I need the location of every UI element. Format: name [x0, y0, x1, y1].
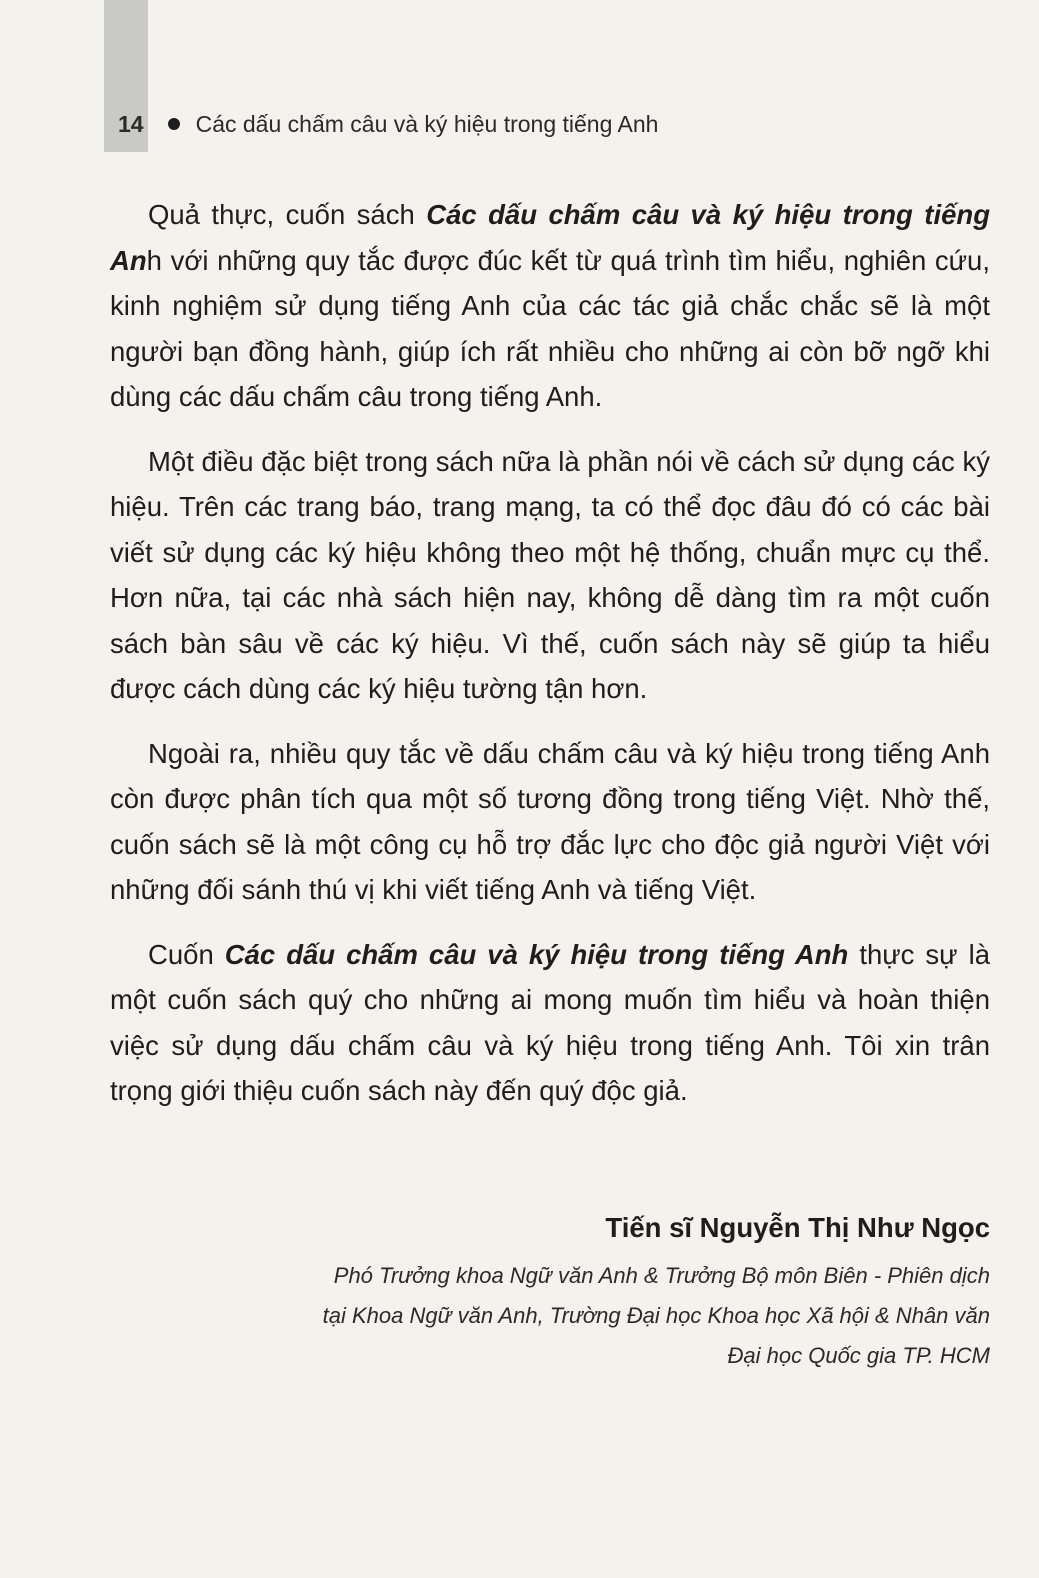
paragraph-4-rest: thực sự là một cuốn sách quý cho những ai mong muốn tìm hiểu và hoàn thiện việc sử dụng dấu chấm câu và ký hiệu trong tiếng Anh. Tôi xin trân trọng giới thiệu cuốn sách này đến quý độc giả.: [110, 938, 990, 1106]
page-number: 14: [118, 110, 144, 137]
paragraph-1-rest: h với những quy tắc được đúc kết từ quá trình tìm hiểu, nghiên cứu, kinh nghiệm sử dụng tiếng Anh của các tác giả chắc chắc sẽ là một người bạn đồng hành, giúp ích rất nhiều cho những ai còn bỡ ngỡ khi dùng các dấu chấm câu trong tiếng Anh.: [110, 244, 990, 412]
bullet-icon: [168, 118, 180, 130]
paragraph-4: [110, 932, 990, 1114]
author-title-line-3: Đại học Quốc gia TP. HCM: [727, 1343, 990, 1368]
paragraph-4-lead: Cuốn: [148, 938, 225, 970]
page-header: [118, 108, 658, 140]
paragraph-4-book-title: Các dấu chấm câu và ký hiệu trong tiếng Anh: [224, 938, 849, 970]
author-title-line-2: tại Khoa Ngữ văn Anh, Trường Đại học Khoa học Xã hội & Nhân văn: [322, 1303, 990, 1328]
body-text: [110, 192, 990, 1133]
signature-block: [323, 1206, 990, 1376]
paragraph-1-lead: Quả thực, cuốn sách: [148, 199, 427, 230]
author-title-line-1: Phó Trưởng khoa Ngữ văn Anh & Trưởng Bộ môn Biên - Phiên dịch: [333, 1263, 990, 1288]
author-name: Tiến sĩ Nguyễn Thị Như Ngọc: [605, 1212, 990, 1243]
paragraph-1-book-title: Các dấu chấm câu và ký hiệu trong tiếng An: [110, 199, 990, 276]
paragraph-2: Một điều đặc biệt trong sách nữa là phần nói về cách sử dụng các ký hiệu. Trên các trang báo, trang mạng, ta có thể đọc đâu đó có các bài viết sử dụng các ký hiệu không theo một hệ thống, chuẩn mực cụ thể. Hơn nữa, tại các nhà sách hiện nay, không dễ dàng tìm ra một cuốn sách bàn sâu về các ký hiệu. Vì thế, cuốn sách này sẽ giúp ta hiểu được cách dùng các ký hiệu tường tận hơn.: [110, 445, 990, 704]
running-title: Các dấu chấm câu và ký hiệu trong tiếng Anh: [195, 110, 659, 137]
paragraph-3: Ngoài ra, nhiều quy tắc về dấu chấm câu và ký hiệu trong tiếng Anh còn được phân tích qua một số tương đồng trong tiếng Việt. Nhờ thế, cuốn sách sẽ là một công cụ hỗ trợ đắc lực cho độc giả người Việt với những đối sánh thú vị khi viết tiếng Anh và tiếng Việt.: [110, 737, 990, 905]
paragraph-1: [110, 192, 990, 420]
